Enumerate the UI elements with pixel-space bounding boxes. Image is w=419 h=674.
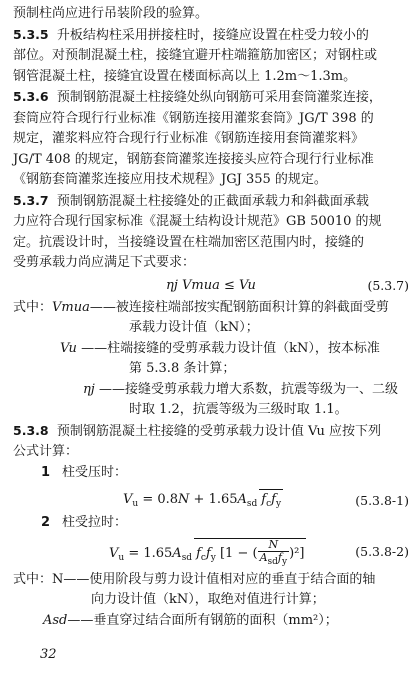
formula-expression: $V_u = 1.65A_{sd}$ $f_cf_y$ [1 − ( $\frac{N}{A_{sd}f_y}$ )²] [109, 537, 305, 567]
text-line: 钢管混凝土柱，接缝宜设置在楼面标高以上 1.2m～1.3m。 [13, 68, 357, 84]
definition-eta [13, 380, 409, 401]
item-1 [13, 463, 409, 484]
definition-symbol: Asd [43, 612, 68, 628]
text-line: 《钢筋套筒灌浆连接应用技术规程》JGJ 355 的规定。 [13, 172, 327, 187]
equation-number: (5.3.8-2) [355, 543, 409, 559]
clause-text: 升板结构柱采用拼接柱时，接缝应设置在柱受力较小的 [56, 27, 369, 43]
equation-number: (5.3.7) [367, 277, 409, 293]
equation-number: (5.3.8-1) [355, 493, 409, 508]
formula-expression: $V_u = 0.8N + 1.65A_{sd}$ $f_cf_y$ [123, 489, 283, 515]
text-line: 套筒应符合现行行业标准《钢筋连接用灌浆套筒》JG/T 398 的 [13, 110, 374, 126]
definition-symbol: Vu [60, 340, 77, 356]
formula-5-3-7 [13, 274, 409, 298]
definition-vmua [13, 298, 409, 319]
formula-expression: ηj Vmua ≤ Vu [166, 277, 256, 293]
definition-symbol: ηj [83, 381, 95, 397]
item-number: 2 [41, 515, 51, 530]
item-number: 1 [41, 464, 51, 480]
clause-text: 预制钢筋混凝土柱接缝的受剪承载力设计值 Vu 应按下列 [56, 423, 382, 439]
clause-5-3-6 [13, 87, 409, 109]
definition-text: ——使用阶段与剪力设计值相对应的垂直于结合面的轴 [63, 571, 376, 587]
clause-5-3-8 [13, 421, 409, 443]
text-line: JG/T 408 的规定，钢筋套筒灌浆连接接头应符合现行行业标准 [13, 151, 374, 167]
text-line: 承载力设计值（kN）； [129, 320, 259, 335]
definition-text: ——垂直穿过结合面所有钢筋的面积（mm²）； [67, 612, 338, 628]
clause-number: 5.3.8 [13, 422, 49, 438]
text-line: 受剪承载力尚应满足下式要求： [13, 255, 196, 270]
clause-number: 5.3.5 [13, 26, 49, 42]
formula-5-3-8-2 [13, 534, 409, 570]
text-line: 第 5.3.8 条计算； [129, 361, 236, 376]
clause-text: 预制钢筋混凝土柱接缝处的正截面承载力和斜截面承载 [56, 193, 369, 209]
text-line: 预制柱尚应进行吊装阶段的验算。 [13, 6, 209, 21]
clause-number: 5.3.7 [13, 192, 49, 208]
text-line: 向力设计值（kN），取绝对值进行计算； [91, 592, 325, 607]
text-line: 时取 1.2，抗震等级为三级时取 1.1。 [129, 402, 348, 417]
text-line: 力应符合现行国家标准《混凝土结构设计规范》GB 50010 的规 [13, 214, 382, 229]
text-line: 部位。对预制混凝土柱，接缝宜避开柱端箍筋加密区；对钢柱或 [13, 48, 378, 63]
definition-asd [13, 611, 409, 632]
formula-5-3-8-1 [13, 483, 409, 513]
definition-text: ——接缝受剪承载力增大系数，抗震等级为一、二级 [98, 381, 398, 397]
text-line: 公式计算： [13, 444, 79, 459]
item-text: 柱受压时： [62, 464, 128, 480]
definition-vu [13, 339, 409, 360]
definition-symbol: Vmua [52, 299, 90, 315]
text-line: 规定，灌浆料应符合现行行业标准《钢筋连接用套筒灌浆料》 [13, 131, 365, 146]
text-line: 定。抗震设计时，当接缝设置在柱端加密区范围内时，接缝的 [13, 234, 365, 250]
clause-text: 预制钢筋混凝土柱接缝处纵向钢筋可采用套筒灌浆连接， [56, 90, 382, 105]
definition-text: ——被连接柱端部按实配钢筋面积计算的斜截面受剪 [89, 299, 389, 315]
definition-prefix: 式中：N [13, 571, 64, 587]
item-text: 柱受拉时： [62, 515, 128, 530]
definition-text: ——柱端接缝的受剪承载力设计值（kN），按本标准 [81, 340, 380, 356]
clause-number: 5.3.6 [13, 89, 49, 104]
page-number: 32 [40, 647, 57, 662]
clause-5-3-5 [13, 25, 409, 47]
clause-5-3-7 [13, 191, 409, 213]
definition-prefix: 式中： [13, 299, 53, 315]
definition-n [13, 570, 409, 591]
item-2 [13, 513, 409, 534]
